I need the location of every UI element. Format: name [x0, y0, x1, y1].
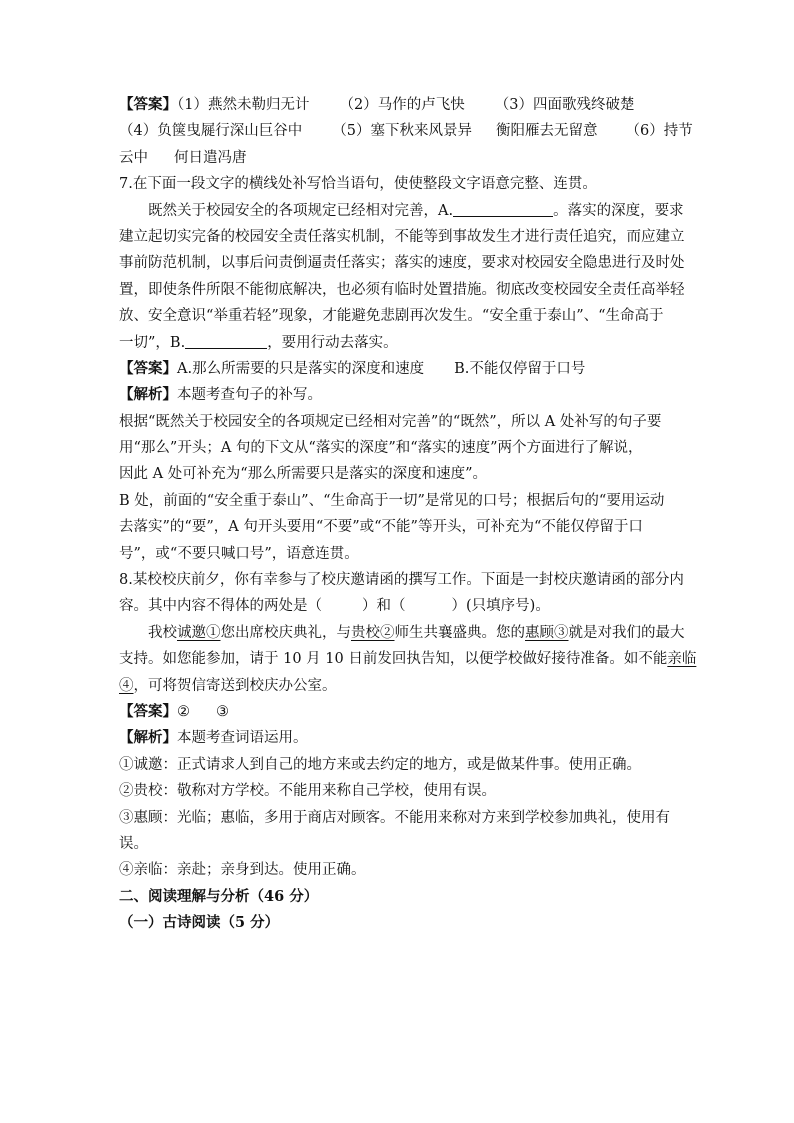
answer6-line1: [119, 92, 679, 118]
q7-explain-line2: 用“那么”开头；A 句的下文从“落实的深度”和“落实的速度”两个方面进行了解说，: [119, 440, 643, 457]
q7-blank-b: [185, 330, 267, 349]
q7-analysis: 【解析】本题考查句子的补写。: [119, 386, 322, 404]
q7-passage-line6: 一切”，B. ，要用行动去落实。: [119, 330, 679, 356]
answer6-item6c: 何日遣冯唐: [174, 149, 247, 166]
q8-word-1: 诚邀①: [177, 624, 221, 641]
q8-word-4: 亲临: [667, 651, 697, 668]
q8-stem-line1: 8.某校校庆前夕，你有幸参与了校庆邀请函的撰写工作。下面是一封校庆邀请函的部分内: [119, 572, 684, 589]
q7-passage-line2: 建立起切实完备的校园安全责任落实机制，不能等到事故发生才进行责任追究，而应建立: [119, 228, 685, 245]
answer6-item1: （1）燕然未勒归无计: [177, 97, 310, 113]
q7-explain-line3: 因此 A 处可补充为“那么所需要只是落实的深度和速度”。: [119, 466, 488, 483]
answer6-item3: （3）四面歌残终破楚: [494, 97, 635, 113]
answer6-item2: （2）马作的卢飞快: [339, 97, 465, 113]
q7-passage-line1: 既然关于校园安全的各项规定已经相对完善，A. 。落实的深度，要求: [119, 198, 679, 224]
q7-explain-line6: 号”，或“不要只喊口号”，语意连贯。: [119, 545, 359, 562]
q7-explain-line5: 去落实”的“要”，A 句开头要用“不要”或“不能”等开头，可补充为“不能仅停留于口: [119, 519, 643, 536]
section-heading: 二、阅读理解与分析（46 分）: [119, 887, 319, 905]
q7-answer: 【答案】A.那么所需要的只是落实的深度和速度 B.不能仅停留于口号: [119, 359, 586, 377]
answer6-item5b: 衡阳雁去无留意: [495, 123, 598, 140]
q7-explain-line4: B 处，前面的“安全重于泰山”、“生命高于一切”是常见的口号；根据后句的“要用运动: [119, 492, 665, 509]
q8-word-3: 惠顾③: [525, 624, 569, 641]
q8-word-4-mark: ④: [119, 677, 134, 694]
q8-note-3b: 误。: [119, 835, 148, 852]
q8-note-2: ②贵校：敬称对方学校。不能用来称自己学校，使用有误。: [119, 783, 496, 800]
q7-stem: 7.在下面一段文字的横线处补写恰当语句，使使整段文字语意完整、连贯。: [119, 176, 597, 193]
answer6-line2: [119, 118, 693, 144]
q7-blank-a: [453, 198, 553, 217]
answer6-item6b: 云中: [119, 149, 148, 166]
q7-passage-line5: 放、安全意识“举重若轻”现象，才能避免悲剧再次发生。“安全重于泰山”、“生命高于: [119, 308, 664, 325]
q7-explain-line1: 根据“既然关于校园安全的各项规定已经相对完善”的“既然”，所以 A 处补写的句子要: [119, 413, 662, 430]
q8-letter-line3: ④，可将贺信寄送到校庆办公室。: [119, 677, 337, 694]
subsection-heading: （一）古诗阅读（5 分）: [119, 914, 280, 932]
q8-word-2: 贵校②: [351, 624, 395, 641]
analysis-tag: 【解析】: [119, 386, 177, 404]
analysis-tag: 【解析】: [119, 729, 177, 747]
answer6-item5: （5）塞下秋来风景异: [332, 123, 472, 140]
q8-stem-line2: 容。其中内容不得体的两处是（ ）和（ ）(只填序号)。: [119, 598, 550, 615]
q8-answer: 【答案】② ③: [119, 702, 229, 720]
answer-tag: 【答案】: [119, 702, 177, 720]
q8-analysis: 【解析】本题考查词语运用。: [119, 729, 308, 747]
q8-letter-line1: 我校诚邀①您出席校庆典礼，与贵校②师生共襄盛典。您的惠顾③就是对我们的最大: [148, 624, 685, 641]
document-page: [119, 92, 697, 937]
q7-passage-line4: 置，即使条件所限不能彻底解决，也必须有临时处置措施。彻底改变校园安全责任高举轻: [119, 281, 685, 298]
q8-note-4: ④亲临：亲赴；亲身到达。使用正确。: [119, 862, 366, 879]
q8-letter-line2: 支持。如您能参加，请于 10 月 10 日前发回执告知，以便学校做好接待准备。如不能亲临: [119, 651, 697, 668]
answer-tag: 【答案】: [119, 359, 177, 377]
answer-tag: 【答案】: [119, 96, 177, 113]
q8-note-3a: ③惠顾：光临；惠临，多用于商店对顾客。不能用来称对方来到学校参加典礼，使用有: [119, 809, 670, 826]
answer6-line3: [119, 145, 679, 171]
q7-passage-line3: 事前防范机制，以事后问责倒逼责任落实；落实的速度，要求对校园安全隐患进行及时处: [119, 255, 685, 272]
answer6-item6: （6）持节: [625, 123, 693, 140]
q8-note-1: ①诚邀：正式请求人到自己的地方来或去约定的地方，或是做某件事。使用正确。: [119, 756, 641, 773]
answer6-item4: （4）负箧曳屣行深山巨谷中: [119, 123, 303, 140]
